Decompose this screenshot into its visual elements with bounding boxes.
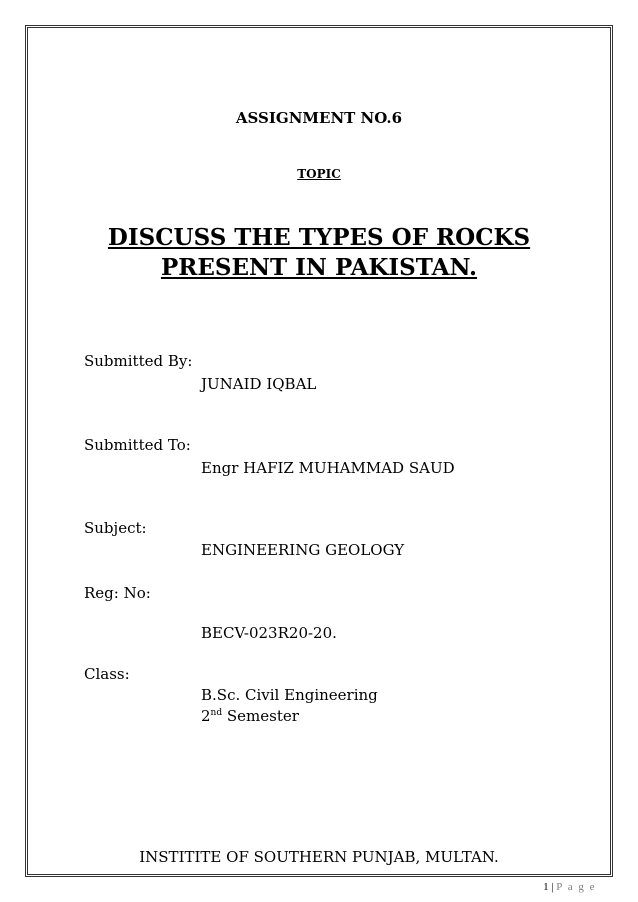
submitted-to-label: Submitted To: xyxy=(84,436,191,454)
reg-no-value: BECV-023R20-20. xyxy=(201,624,337,642)
submitted-by-label: Submitted By: xyxy=(84,352,193,370)
main-title xyxy=(0,223,638,283)
subject-label: Subject: xyxy=(84,519,147,537)
main-title-line-1: DISCUSS THE TYPES OF ROCKS xyxy=(107,224,531,251)
class-value-line-1: B.Sc. Civil Engineering xyxy=(201,686,378,704)
assignment-title: ASSIGNMENT NO.6 xyxy=(235,109,403,127)
reg-no-label: Reg: No: xyxy=(84,584,151,602)
submitted-by-value: JUNAID IQBAL xyxy=(201,375,317,393)
page-number-value: 1 xyxy=(543,881,549,893)
subject-value: ENGINEERING GEOLOGY xyxy=(201,541,405,559)
institute-name: INSTITITE OF SOUTHERN PUNJAB, MULTAN. xyxy=(139,848,499,866)
class-value-semester xyxy=(201,707,299,725)
page-word: P a g e xyxy=(556,881,596,893)
topic-label: TOPIC xyxy=(297,167,341,181)
main-title-line-2: PRESENT IN PAKISTAN. xyxy=(160,254,478,281)
class-label: Class: xyxy=(84,665,130,683)
submitted-to-value: Engr HAFIZ MUHAMMAD SAUD xyxy=(201,459,455,477)
semester-number: 2 xyxy=(201,707,211,725)
semester-ordinal: nd xyxy=(210,708,223,718)
page-number xyxy=(543,881,596,893)
page-number-separator: | xyxy=(548,881,557,893)
semester-word: Semester xyxy=(222,707,299,725)
